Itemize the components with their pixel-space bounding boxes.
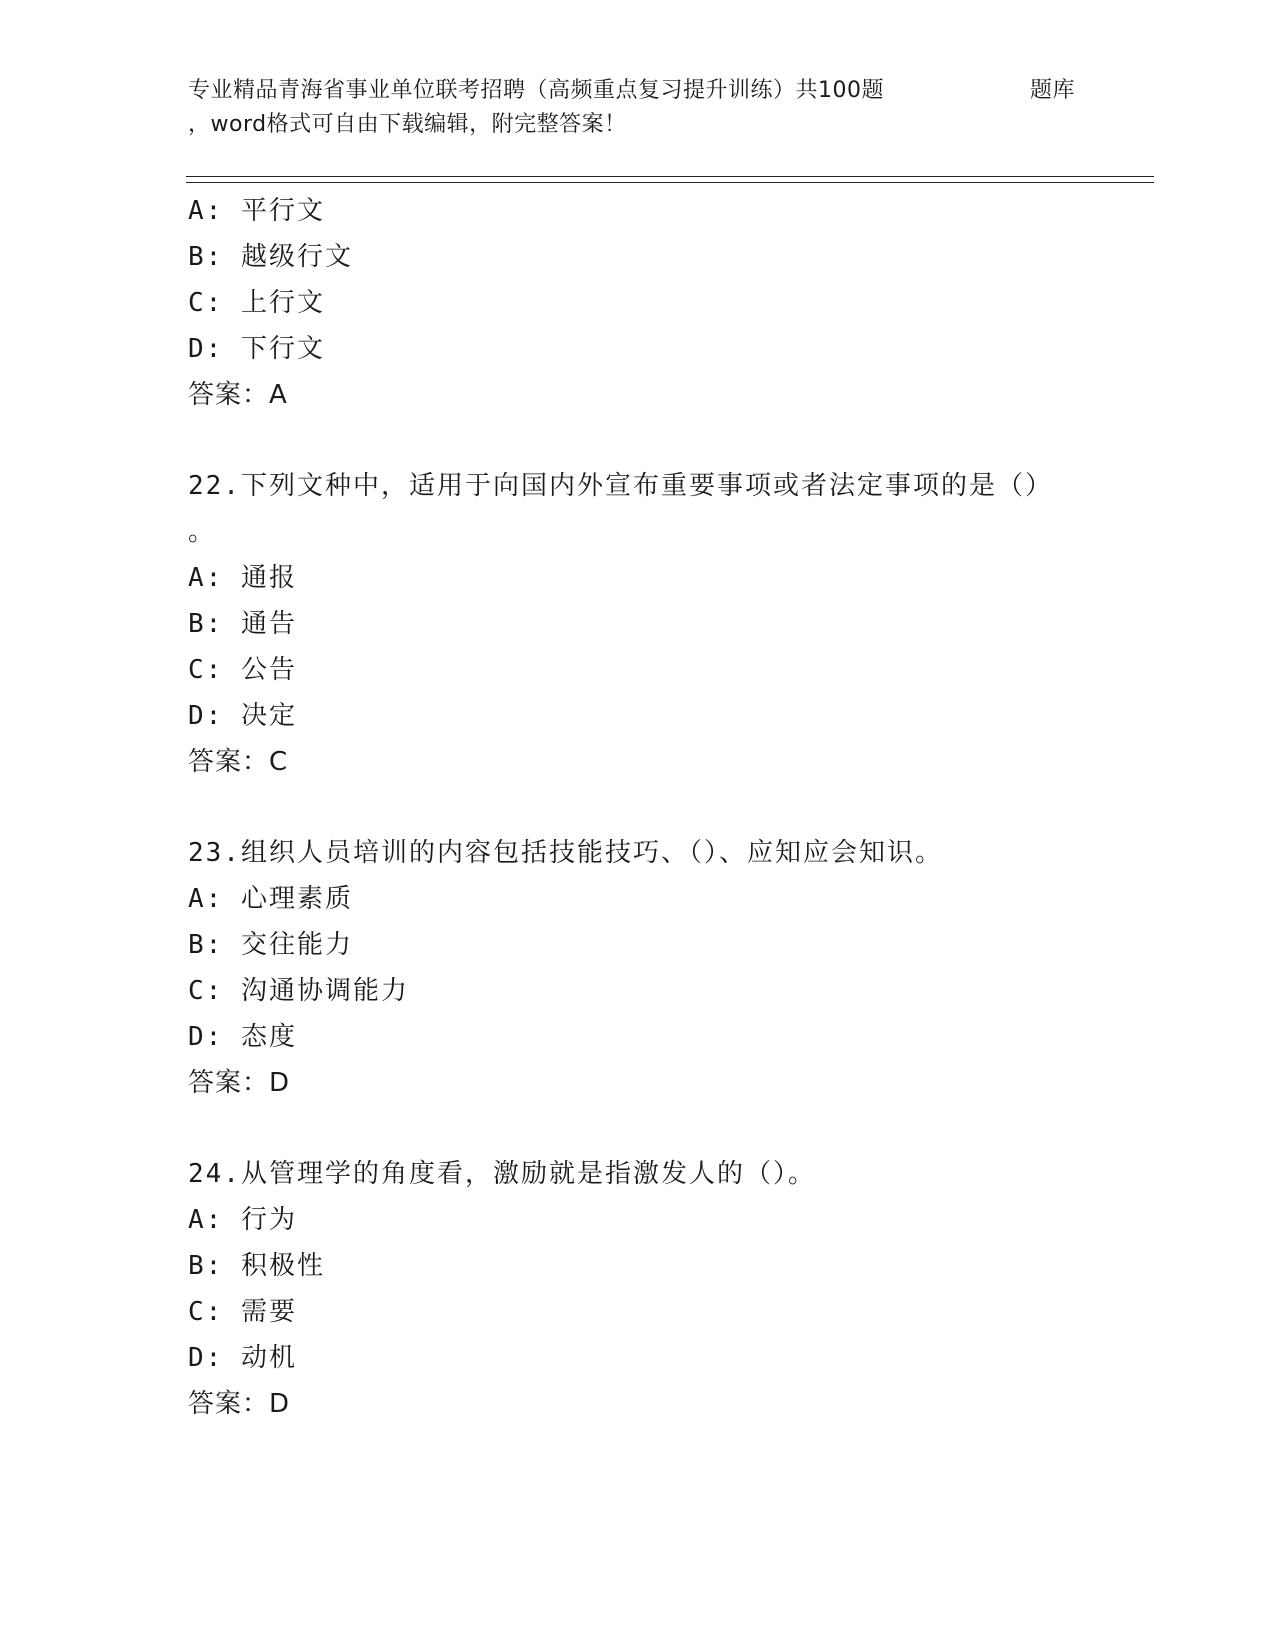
- option-d: D: 态度: [188, 1022, 297, 1052]
- answer-line: 答案：D: [188, 1068, 291, 1098]
- header-tag: 题库: [1030, 78, 1076, 103]
- spacer: [188, 418, 1128, 463]
- question-list: [188, 188, 1128, 1427]
- option-c: C: 公告: [188, 655, 297, 685]
- question-block-23: [188, 830, 1128, 1106]
- option-b: B: 积极性: [188, 1251, 325, 1281]
- option-b: B: 交往能力: [188, 930, 353, 960]
- answer-line: 答案：A: [188, 380, 288, 410]
- option-a: A: 通报: [188, 563, 297, 593]
- spacer: [188, 1106, 1128, 1151]
- option-a: A: 心理素质: [188, 884, 353, 914]
- question-block-24: [188, 1151, 1128, 1427]
- option-c: C: 沟通协调能力: [188, 976, 409, 1006]
- option-d: D: 动机: [188, 1343, 297, 1373]
- option-a: A: 行为: [188, 1205, 297, 1235]
- question-text: 22.下列文种中，适用于向国内外宣布重要事项或者法定事项的是（）: [188, 471, 1053, 501]
- option-c: C: 上行文: [188, 288, 325, 318]
- option-a: A: 平行文: [188, 196, 325, 226]
- header-divider-bottom: [186, 182, 1154, 183]
- option-d: D: 下行文: [188, 334, 325, 364]
- document-header: [188, 74, 1088, 142]
- question-block-22: [188, 463, 1128, 785]
- question-block-21: [188, 188, 1128, 418]
- question-text: 24.从管理学的角度看，激励就是指激发人的（）。: [188, 1159, 816, 1189]
- header-divider-top: [186, 176, 1154, 177]
- option-c: C: 需要: [188, 1297, 297, 1327]
- header-subtitle: ，word格式可自由下载编辑，附完整答案！: [188, 112, 627, 137]
- option-b: B: 越级行文: [188, 242, 353, 272]
- option-b: B: 通告: [188, 609, 297, 639]
- spacer: [188, 785, 1128, 830]
- answer-line: 答案：D: [188, 1389, 291, 1419]
- question-text-continuation: 。: [188, 517, 215, 547]
- answer-line: 答案：C: [188, 747, 289, 777]
- option-d: D: 决定: [188, 701, 297, 731]
- question-text: 23.组织人员培训的内容包括技能技巧、（）、应知应会知识。: [188, 838, 943, 868]
- header-title: 专业精品青海省事业单位联考招聘（高频重点复习提升训练）共100题: [188, 78, 884, 103]
- header-title-line: [188, 74, 1088, 108]
